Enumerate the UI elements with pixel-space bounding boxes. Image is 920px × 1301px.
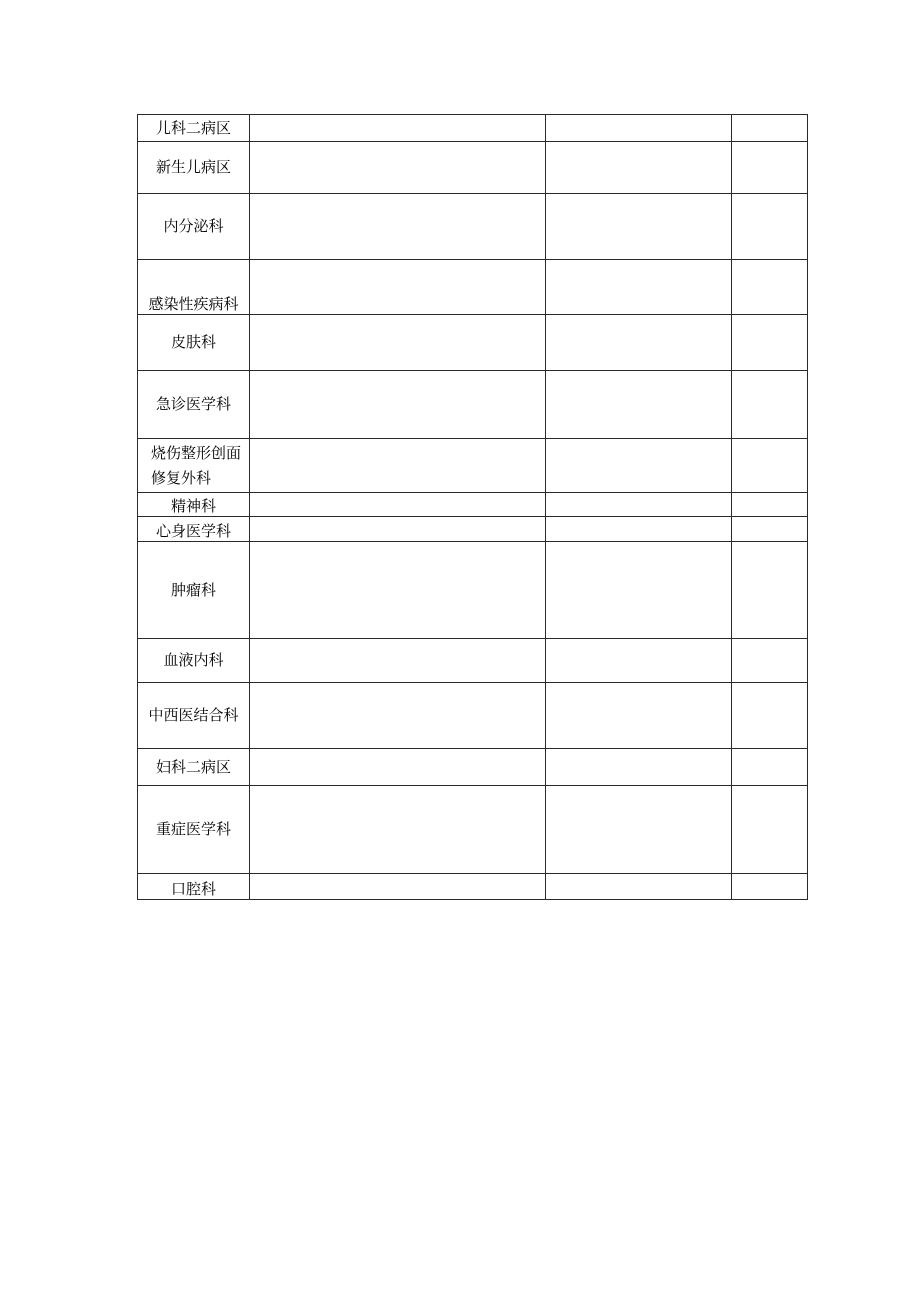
blank-cell [250,315,546,371]
blank-cell [250,260,546,315]
dept-name-cell: 中西医结合科 [138,683,250,749]
blank-cell [732,517,808,542]
dept-name-cell: 烧伤整形创面修复外科 [138,439,250,493]
blank-cell [732,315,808,371]
table-row [138,315,808,371]
blank-cell [732,786,808,874]
dept-name-cell: 内分泌科 [138,194,250,260]
blank-cell [732,542,808,639]
blank-cell [250,493,546,517]
dept-name-cell: 新生儿病区 [138,142,250,194]
dept-name-cell: 肿瘤科 [138,542,250,639]
department-table [137,114,808,900]
table-row [138,142,808,194]
blank-cell [250,683,546,749]
table-row [138,683,808,749]
dept-name-cell: 急诊医学科 [138,371,250,439]
table-row [138,260,808,315]
table-row [138,194,808,260]
blank-cell [546,194,732,260]
blank-cell [546,517,732,542]
blank-cell [546,786,732,874]
table-row [138,371,808,439]
blank-cell [732,371,808,439]
blank-cell [546,439,732,493]
dept-name-cell: 血液内科 [138,639,250,683]
blank-cell [732,439,808,493]
blank-cell [546,315,732,371]
table-row [138,749,808,786]
table-row [138,786,808,874]
blank-cell [546,371,732,439]
table-row [138,542,808,639]
blank-cell [250,639,546,683]
blank-cell [732,683,808,749]
blank-cell [546,639,732,683]
table-row [138,439,808,493]
dept-name-cell: 皮肤科 [138,315,250,371]
blank-cell [732,493,808,517]
blank-cell [732,194,808,260]
blank-cell [250,371,546,439]
dept-name-cell: 感染性疾病科 [138,260,250,315]
blank-cell [732,260,808,315]
table-row [138,874,808,900]
blank-cell [732,142,808,194]
blank-cell [250,517,546,542]
table-row [138,493,808,517]
dept-name-cell: 精神科 [138,493,250,517]
blank-cell [732,749,808,786]
blank-cell [250,542,546,639]
blank-cell [250,786,546,874]
blank-cell [250,874,546,900]
blank-cell [546,115,732,142]
blank-cell [250,194,546,260]
blank-cell [250,439,546,493]
dept-name-cell: 口腔科 [138,874,250,900]
blank-cell [250,142,546,194]
blank-cell [732,874,808,900]
blank-cell [250,749,546,786]
dept-name-cell: 妇科二病区 [138,749,250,786]
table-row [138,517,808,542]
blank-cell [546,493,732,517]
blank-cell [546,683,732,749]
blank-cell [546,874,732,900]
blank-cell [250,115,546,142]
blank-cell [546,142,732,194]
blank-cell [546,749,732,786]
dept-name-cell: 重症医学科 [138,786,250,874]
dept-name-cell: 心身医学科 [138,517,250,542]
blank-cell [732,115,808,142]
blank-cell [732,639,808,683]
dept-name-cell: 儿科二病区 [138,115,250,142]
blank-cell [546,260,732,315]
table-row [138,639,808,683]
table-row [138,115,808,142]
blank-cell [546,542,732,639]
